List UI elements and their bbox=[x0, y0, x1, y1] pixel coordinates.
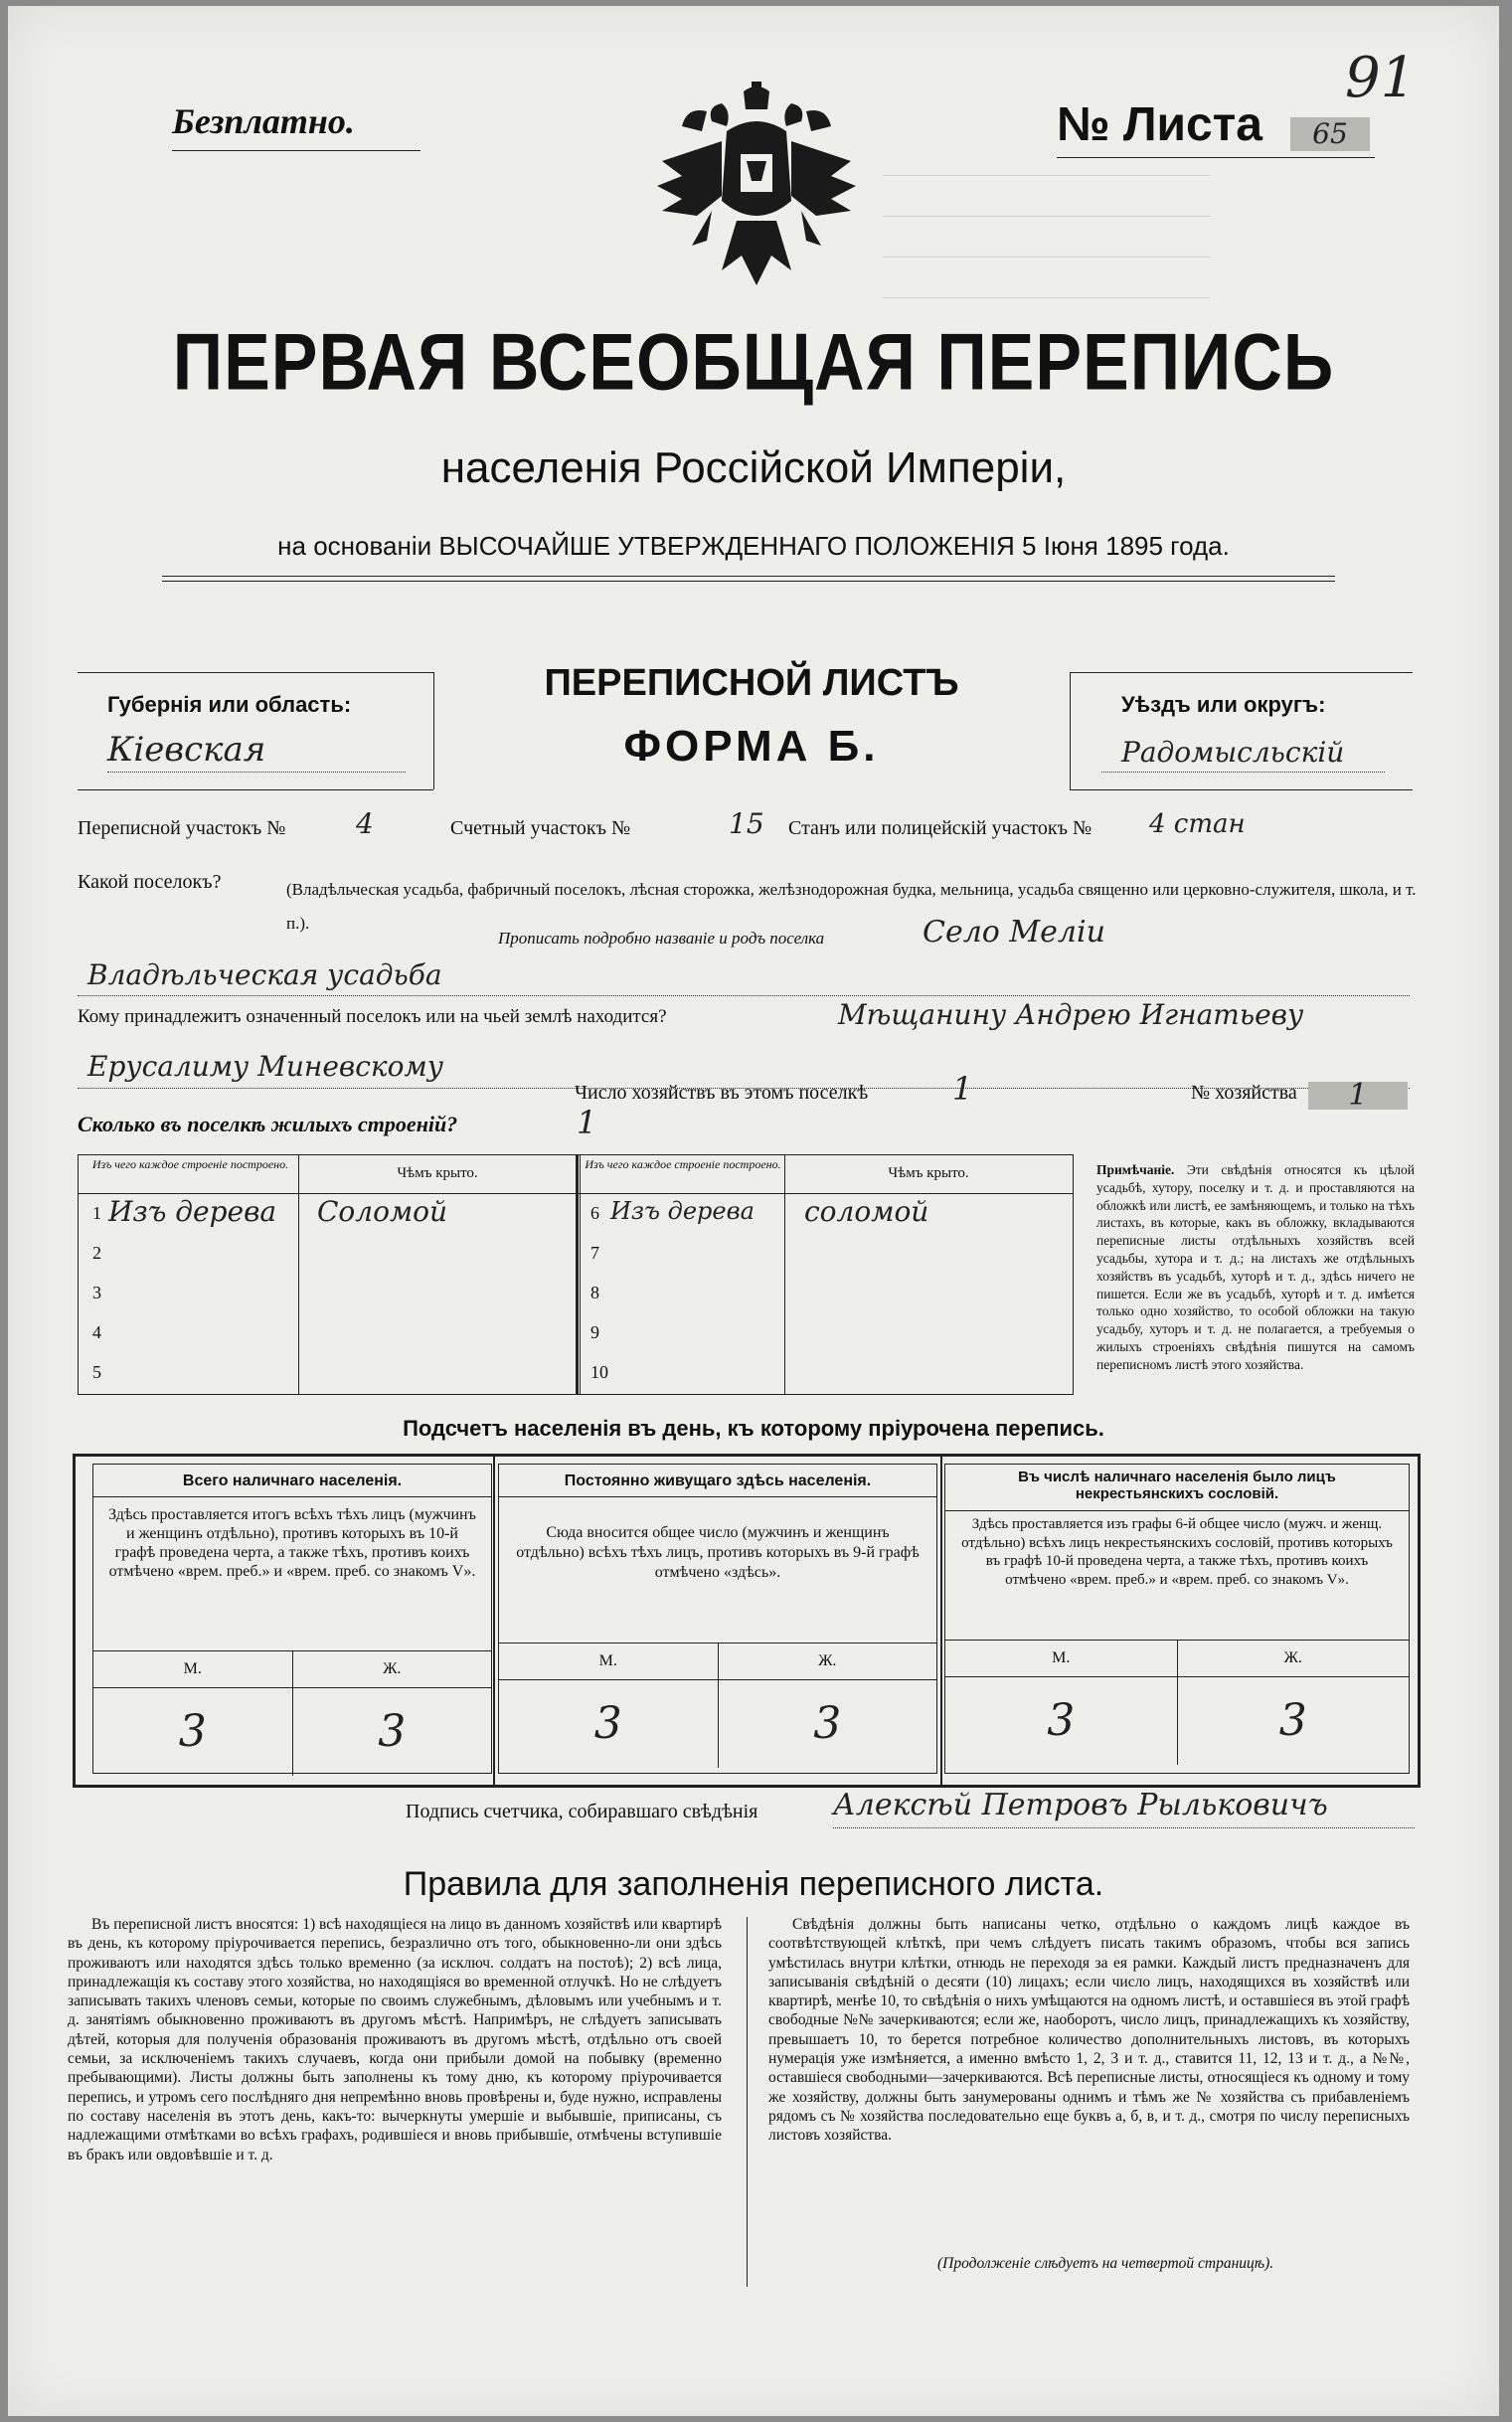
census-district-value: 4 bbox=[356, 807, 374, 840]
settlement-instruction: Прописать подробно названіе и родъ поселка bbox=[492, 929, 824, 949]
basis-line: на основаніи ВЫСОЧАЙШЕ УТВЕРЖДЕННАГО ПОЛОЖЕНІЯ 5 Іюня 1895 года. bbox=[277, 531, 1230, 561]
population-title: Подсчетъ населенія въ день, къ которому пріурочена перепись. bbox=[403, 1416, 1104, 1441]
right-rows bbox=[581, 1195, 1073, 1394]
signature-label: Подпись счетчика, собиравшаго свѣдѣнія bbox=[406, 1801, 758, 1822]
sheet-number-value: 65 bbox=[1290, 117, 1370, 151]
uezd-value: Радомысльскій bbox=[1121, 736, 1345, 769]
table-row: 10 bbox=[590, 1362, 608, 1382]
form-title: ФОРМА Б. bbox=[623, 722, 880, 771]
rules-left-text: Въ переписной листъ вносятся: 1) всѣ находящіеся на лицо въ данномъ хозяйствѣ или квартирѣ въ день, къ которому пріурочивается перепись, безразлично отъ того, обыкновенно-ли они здѣсь проживаютъ или находятся здѣсь только временно (за исключ. солдатъ на постоѣ); 2) всѣ лица, принадлежащія къ составу этого хозяйства, но находящіяся во временной отлучкѣ. Но не слѣдуетъ записывать такихъ членовъ семьи, которые по своимъ служебнымъ, дѣловымъ или учебнымъ и т. д. занятіямъ обыкновенно проживаютъ въ другомъ мѣстѣ. Напримѣръ, не слѣдуетъ записывать дѣтей, которыя для полученія образованія проживаютъ въ другомъ мѣстѣ, отдѣльно отъ своей семьи, за исключеніемъ такихъ случаевъ, когда они прибыли домой на побывку (временно пребывающими). Листы должны быть заполнены къ тому дню, къ которому пріурочивается перепись, и утромъ сего послѣдняго дня непремѣнно вновь провѣрены и, буде нужно, исправлены по составу населенія въ этотъ день, какъ-то: вычеркнуты умершіе и выбывшіе, приписаны, съ надлежащими отмѣтками во всѣхъ графахъ, родившіеся и вновь прибывшіе, отмѣчены вступившіе въ бракъ или овдовѣвшіе и т. д. bbox=[68, 1916, 722, 2163]
uezd-label: Уѣздъ или округъ: bbox=[1121, 692, 1326, 717]
buildings-label: Сколько въ поселкѣ жилыхъ строеній? bbox=[78, 1112, 458, 1136]
left-material-header: Изъ чего каждое строеніе построено. bbox=[91, 1157, 289, 1171]
page-title: ПЕРВАЯ ВСЕОБЩАЯ ПЕРЕПИСЬ bbox=[172, 317, 1335, 407]
stan-label: Станъ или полицейскій участокъ № bbox=[788, 817, 1092, 839]
household-number-label: № хозяйства bbox=[1191, 1082, 1297, 1104]
table-row: 5 bbox=[92, 1362, 101, 1382]
owner-label: Кому принадлежитъ означенный поселокъ или на чьей землѣ находится? bbox=[78, 1006, 667, 1027]
rules-title: Правила для заполненія переписного листа. bbox=[403, 1865, 1104, 1903]
table-row: 4 bbox=[92, 1322, 101, 1342]
settlement-value-line1: Село Меліи bbox=[923, 915, 1105, 950]
population-col-1: Всего наличнаго населенія. Здѣсь проставляется итогъ всѣхъ тѣхъ лицъ (мужчинъ и женщинъ отдѣльно), противъ которыхъ въ 10-й графѣ проведена черта, а также тѣхъ, противъ коихъ отмѣчено «врем. преб.» и «врем. преб. со знакомъ V». М. Ж. 3 3 bbox=[92, 1464, 492, 1774]
nonpeasant-m-value: 3 bbox=[945, 1677, 1178, 1765]
owner-value-line2: Ерусалиму Миневскому bbox=[87, 1050, 443, 1083]
nonpeasant-f-value: 3 bbox=[1278, 1695, 1307, 1746]
resident-m-value: 3 bbox=[499, 1680, 719, 1768]
households-label: Число хозяйствъ въ этомъ поселкѣ bbox=[575, 1082, 869, 1104]
owner-value-line1: Мѣщанину Андрею Игнатьеву bbox=[838, 998, 1304, 1031]
buildings-value: 1 bbox=[577, 1104, 597, 1141]
note-text: Эти свѣдѣнія относятся къ цѣлой усадьбѣ, хутору, поселку и т. д. и проставляются на обложкѣ или листѣ, ее замѣняющемъ, и только на тѣхъ листахъ, въ которые, какъ въ обложку, вкладываются переписные листы отдѣльныхъ хозяйствъ всей усадьбы, хутора и т. д.; на листахъ же отдѣльныхъ хозяйствъ въ усадьбѣ, хуторѣ и т. д., здѣсь ничего не пишется. Если же въ усадьбѣ, хуторѣ и т. д. имѣется только одно хозяйство, то особой обложки на такую усадьбу, хуторъ и т. д. не полагается, а требуемыя о жилыхъ строеніяхъ свѣдѣнія пишутся на самомъ переписномъ листѣ этого хозяйства. bbox=[1096, 1162, 1416, 1372]
left-rows bbox=[79, 1195, 576, 1394]
count-district-value: 15 bbox=[729, 807, 764, 840]
census-district-label: Переписной участокъ № bbox=[78, 817, 286, 839]
table-row: 3 bbox=[92, 1283, 101, 1302]
double-headed-eagle-icon bbox=[652, 82, 861, 310]
table-row: 1 Изъ дерева Соломой bbox=[92, 1195, 448, 1228]
note bbox=[1096, 1161, 1415, 1374]
page-subtitle: населенія Россійской Имперіи, bbox=[440, 443, 1067, 492]
signature-value: Алексѣй Петровъ Рыльковичъ bbox=[833, 1788, 1328, 1822]
table-row: 8 bbox=[590, 1283, 599, 1302]
rules-right-text: Свѣдѣнія должны быть написаны четко, отдѣльно о каждомъ лицѣ каждое въ соотвѣтствующей клѣткѣ, при чемъ слѣдуетъ писать такимъ образомъ, чтобы вся запись умѣстилась внутри клѣтки, отнюдь не переходя за ея рамки. Каждый листъ предназначенъ для записыванія свѣдѣній о десяти (10) лицахъ; если число лицъ, находящихся въ хозяйствѣ или квартирѣ, менѣе 10, то свѣдѣнія о нихъ умѣщаются на одномъ листѣ, и оставшіеся въ этой графѣ свободные №№ зачеркиваются; если же, наоборотъ, число лицъ, принадлежащихъ къ хозяйству, превышаетъ 10, то берется потребное количество дополнительныхъ листовъ, въ которыхъ нумерація уже измѣняется, а именно вмѣсто 1, 2, 3 и т. д., ставится 11, 12, 13 и т. д., а №№, оставшіеся свободными—зачеркиваются. Всѣ переписные листы, относящіеся къ одному и тому же хозяйству, должны быть занумерованы однимъ и тѣмъ же № хозяйства съ прибавленіемъ рядомъ съ № хозяйства последовательно еще буквъ а, б, в, и т. д., смотря по числу переписныхъ листовъ хозяйства. bbox=[768, 1916, 1410, 2145]
households-value: 1 bbox=[952, 1070, 973, 1108]
total-f-value: 3 bbox=[378, 1706, 407, 1757]
table-row: 2 bbox=[92, 1243, 101, 1263]
rules-continued: (Продолженіе слѣдуетъ на четвертой страницѣ). bbox=[937, 2255, 1274, 2272]
table-row: 7 bbox=[590, 1243, 599, 1263]
guberniya-label: Губернія или область: bbox=[107, 692, 352, 717]
sheet-number-label: № Листа bbox=[1057, 98, 1262, 151]
table-row: 6 Изъ дерева соломой bbox=[590, 1195, 929, 1228]
census-sheet bbox=[8, 6, 1499, 2416]
settlement-value-line2: Владѣльческая усадьба bbox=[87, 958, 442, 991]
settlement-hint: (Владѣльческая усадьба, фабричный поселокъ, лѣсная сторожка, желѣзнодорожная будка, мельница, усадьба священно или церковно-служителя, школа, и т. п.). bbox=[286, 880, 1417, 933]
table-row: 9 bbox=[590, 1322, 599, 1342]
settlement-label: Какой поселокъ? bbox=[78, 871, 222, 893]
free-label: Безплатно. bbox=[172, 101, 355, 141]
left-roof-header: Чѣмъ крыто. bbox=[397, 1165, 478, 1181]
right-material-header: Изъ чего каждое строеніе построено. bbox=[585, 1157, 781, 1171]
count-district-label: Счетный участокъ № bbox=[450, 817, 631, 839]
population-col-3: Въ числѣ наличнаго населенія было лицъ некрестьянскихъ сословій. Здѣсь проставляется изъ графы 6-й общее число (мужч. и женщ. отдѣльно) всѣхъ лицъ некрестьянскихъ сословій, противъ которыхъ въ графѣ 10-й проведена черта, а также тѣхъ, противъ коихъ отмѣчено «врем. преб.» и «врем. преб. со знакомъ V». М. Ж. 3 3 bbox=[944, 1464, 1410, 1774]
archive-number: 91 bbox=[1345, 46, 1417, 110]
resident-f-value: 3 bbox=[813, 1698, 842, 1749]
household-number-value: 1 bbox=[1308, 1082, 1408, 1110]
total-m-value: 3 bbox=[93, 1688, 293, 1776]
buildings-table bbox=[78, 1154, 1074, 1395]
guberniya-value: Кіевская bbox=[107, 730, 266, 770]
right-roof-header: Чѣмъ крыто. bbox=[888, 1165, 969, 1181]
population-col-2: Постоянно живущаго здѣсь населенія. Сюда вносится общее число (мужчинъ и женщинъ отдѣльно) всѣхъ тѣхъ лицъ, противъ которыхъ въ 9-й графѣ отмѣчено «здѣсь». М. Ж. 3 3 bbox=[498, 1464, 937, 1774]
list-title: ПЕРЕПИСНОЙ ЛИСТЪ bbox=[544, 662, 959, 704]
note-label: Примѣчаніе. bbox=[1096, 1162, 1175, 1177]
stan-value: 4 стан bbox=[1149, 809, 1246, 839]
